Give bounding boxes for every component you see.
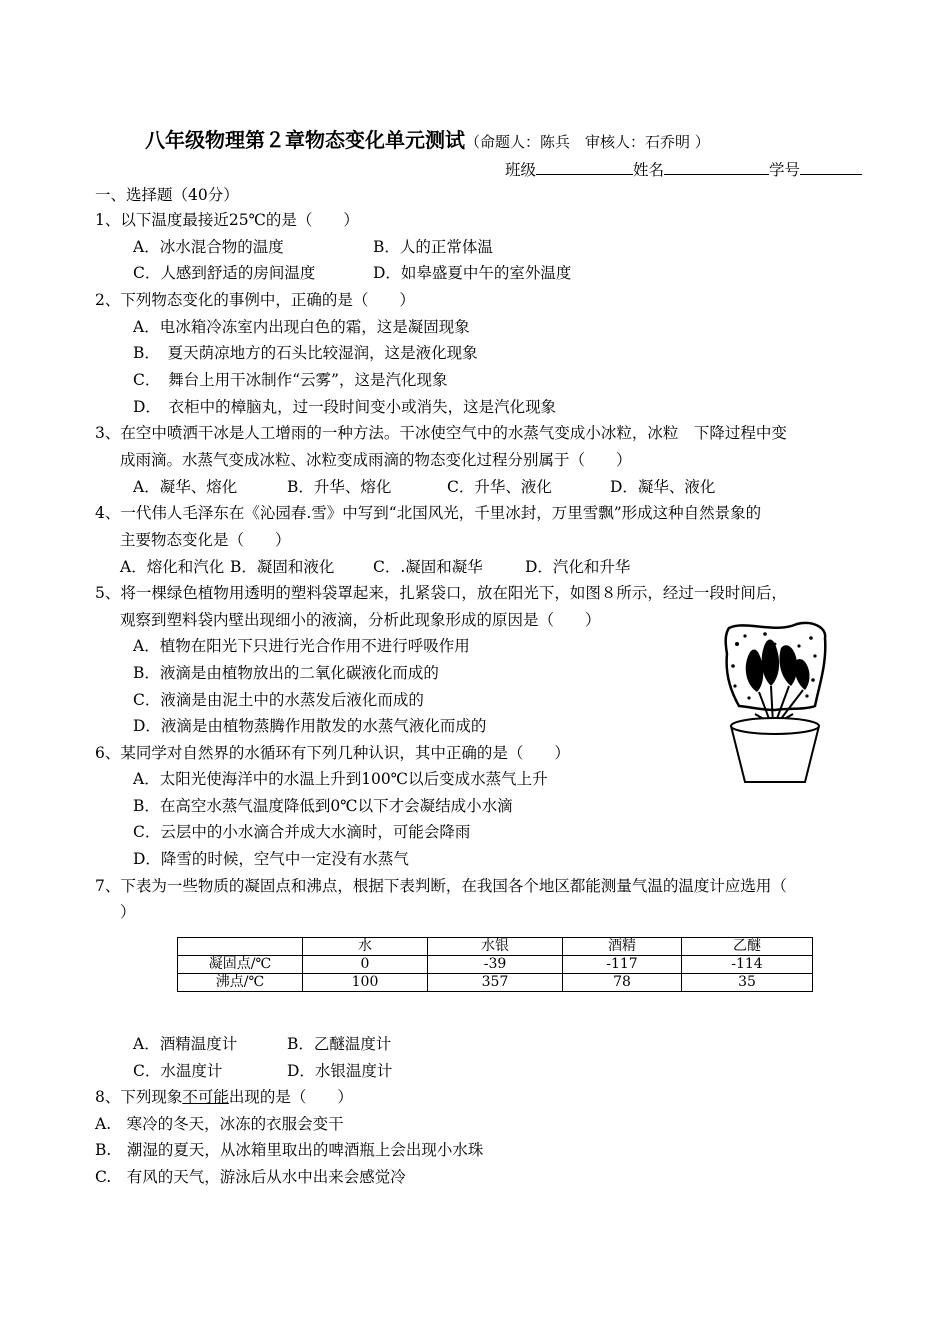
table-header-row bbox=[178, 938, 813, 956]
table-cell: 0 bbox=[303, 956, 428, 974]
q7-stem-line2: ） bbox=[120, 903, 136, 921]
q2-stem: 2、下列物态变化的事例中，正确的是（ ） bbox=[95, 291, 415, 309]
q7-option-b: B．乙醚温度计 bbox=[287, 1035, 392, 1053]
q6-stem: 6、某同学对自然界的水循环有下列几种认识，其中正确的是（ ） bbox=[95, 744, 570, 762]
q7-stem-line1: 7、下表为一些物质的凝固点和沸点，根据下表判断，在我国各个地区都能测量气温的温度计应选用（ bbox=[95, 877, 787, 895]
q8-stem bbox=[95, 1087, 353, 1107]
table-cell: 78 bbox=[563, 974, 682, 992]
q3-option-a: A．凝华、熔化 bbox=[133, 478, 238, 496]
q7-option-c: C．水温度计 bbox=[133, 1062, 223, 1080]
q7-option-d: D．水银温度计 bbox=[287, 1062, 393, 1080]
table-cell: 35 bbox=[682, 974, 813, 992]
q3-stem-line2: 成雨滴。水蒸气变成冰粒、冰粒变成雨滴的物态变化过程分别属于（ ） bbox=[120, 451, 632, 469]
table-row bbox=[178, 974, 813, 992]
page-title-line bbox=[145, 130, 710, 152]
q6-option-a: A．太阳光使海洋中的水温上升到100℃以后变成水蒸气上升 bbox=[133, 770, 548, 788]
table-cell: 沸点/℃ bbox=[178, 974, 303, 992]
q8-option-c: C. 有风的天气，游泳后从水中出来会感觉冷 bbox=[95, 1168, 406, 1186]
table-cell: 357 bbox=[428, 974, 563, 992]
q1-stem: 1、以下温度最接近25℃的是（ ） bbox=[95, 211, 359, 229]
q7-option-a: A．酒精温度计 bbox=[133, 1035, 238, 1053]
q8-option-b: B. 潮湿的夏天，从冰箱里取出的啤酒瓶上会出现小水珠 bbox=[95, 1141, 484, 1159]
q1-option-d: D．如皋盛夏中午的室外温度 bbox=[373, 264, 572, 282]
id-field[interactable] bbox=[800, 158, 862, 175]
table-header: 水 bbox=[303, 938, 428, 956]
q4-option-d: D．汽化和升华 bbox=[525, 558, 631, 576]
q2-option-c: C． 舞台上用干冰制作“云雾”，这是汽化现象 bbox=[133, 371, 448, 389]
table-row bbox=[178, 956, 813, 974]
q1-option-c: C．人感到舒适的房间温度 bbox=[133, 264, 316, 282]
q4-option-a: A．熔化和汽化 bbox=[120, 558, 225, 576]
class-field[interactable] bbox=[536, 158, 633, 175]
q4-option-b: B．凝固和液化 bbox=[230, 558, 335, 576]
table-cell: -117 bbox=[563, 956, 682, 974]
table-cell: -114 bbox=[682, 956, 813, 974]
q3-stem-line1: 3、在空中喷洒干冰是人工增雨的一种方法。干冰使空气中的水蒸气变成小冰粒，冰粒 下降过程中变 bbox=[95, 424, 787, 442]
q8-stem-pre: 8、下列现象 bbox=[95, 1088, 183, 1106]
id-label: 学号 bbox=[769, 161, 801, 179]
author-info: （命题人：陈兵 审核人：石乔明 ） bbox=[465, 133, 710, 151]
section-heading: 一、选择题（40分） bbox=[95, 186, 239, 204]
name-label: 姓名 bbox=[633, 161, 665, 179]
q6-option-b: B．在高空水蒸气温度降低到0℃以下才会凝结成小水滴 bbox=[133, 797, 513, 815]
name-field[interactable] bbox=[664, 158, 769, 175]
q6-option-c: C．云层中的小水滴合并成大水滴时，可能会降雨 bbox=[133, 823, 471, 841]
table-header: 酒精 bbox=[563, 938, 682, 956]
q1-option-b: B．人的正常体温 bbox=[373, 238, 493, 256]
q4-option-c: C．.凝固和凝华 bbox=[373, 558, 483, 576]
q3-option-b: B．升华、熔化 bbox=[287, 478, 392, 496]
table-cell bbox=[178, 938, 303, 956]
class-label: 班级 bbox=[505, 161, 537, 179]
q1-option-a: A．冰水混合物的温度 bbox=[133, 238, 284, 256]
q2-option-b: B． 夏天荫凉地方的石头比较湿润，这是液化现象 bbox=[133, 344, 478, 362]
student-info-line bbox=[505, 158, 862, 180]
q2-option-a: A．电冰箱冷冻室内出现白色的霜，这是凝固现象 bbox=[133, 318, 470, 336]
q6-option-d: D．降雪的时候，空气中一定没有水蒸气 bbox=[133, 850, 409, 868]
table-cell: -39 bbox=[428, 956, 563, 974]
q5-option-b: B．液滴是由植物放出的二氧化碳液化而成的 bbox=[133, 664, 439, 682]
q5-option-c: C．液滴是由泥土中的水蒸发后液化而成的 bbox=[133, 691, 424, 709]
q5-option-d: D．液滴是由植物蒸腾作用散发的水蒸气液化而成的 bbox=[133, 717, 487, 735]
q8-stem-emphasis: 不可能 bbox=[182, 1088, 229, 1106]
q5-option-a: A．植物在阳光下只进行光合作用不进行呼吸作用 bbox=[133, 637, 470, 655]
q8-stem-post: 出现的是（ ） bbox=[228, 1088, 353, 1106]
q4-stem-line2: 主要物态变化是（ ） bbox=[120, 531, 291, 549]
q4-stem-line1: 4、一代伟人毛泽东在《沁园春.雪》中写到“北国风光，千里冰封，万里雪飘”形成这种自然景象的 bbox=[95, 504, 762, 522]
q5-stem-line1: 5、将一棵绿色植物用透明的塑料袋罩起来，扎紧袋口，放在阳光下，如图８所示，经过一段时间后， bbox=[95, 584, 787, 602]
table-header: 乙醚 bbox=[682, 938, 813, 956]
q3-option-d: D．凝华、液化 bbox=[610, 478, 716, 496]
substance-table bbox=[177, 937, 813, 992]
table-cell: 100 bbox=[303, 974, 428, 992]
plant-bag-illustration bbox=[715, 614, 835, 789]
q2-option-d: D． 衣柜中的樟脑丸，过一段时间变小或消失，这是汽化现象 bbox=[133, 398, 557, 416]
q5-stem-line2: 观察到塑料袋内壁出现细小的液滴，分析此现象形成的原因是（ ） bbox=[120, 611, 601, 629]
table-header: 水银 bbox=[428, 938, 563, 956]
page-title: 八年级物理第２章物态变化单元测试 bbox=[145, 128, 465, 152]
table-cell: 凝固点/℃ bbox=[178, 956, 303, 974]
q3-option-c: C．升华、液化 bbox=[447, 478, 552, 496]
q8-option-a: A. 寒冷的冬天，冰冻的衣服会变干 bbox=[95, 1115, 344, 1133]
plant-bag-figure bbox=[715, 614, 835, 793]
